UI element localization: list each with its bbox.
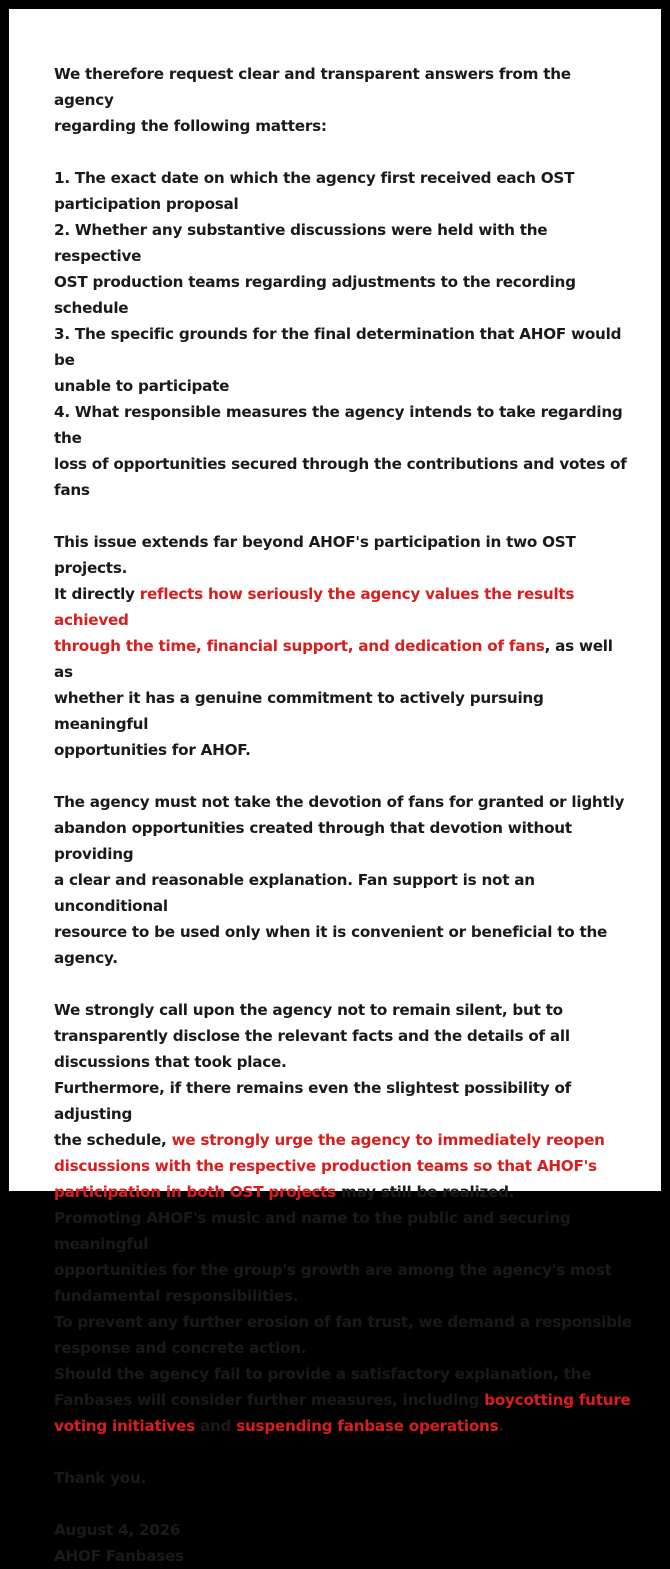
para2-line: abandon opportunities created through that devotion without providing	[54, 819, 572, 863]
list-line: participation proposal	[54, 195, 239, 213]
para1-line: This issue extends far beyond AHOF's participation in two OST projects.	[54, 533, 576, 577]
para3-line: Furthermore, if there remains even the slightest possibility of adjusting	[54, 1079, 572, 1123]
para3-line: fundamental responsibilities.	[54, 1287, 299, 1305]
list-line: unable to participate	[54, 377, 230, 395]
intro-line: We therefore request clear and transparent answers from the agency	[54, 65, 571, 109]
para3-line: the schedule, we strongly urge the agency to immediately reopen	[54, 1131, 605, 1149]
para2-line: resource to be used only when it is convenient or beneficial to the agency.	[54, 923, 608, 967]
para3-line: To prevent any further erosion of fan trust, we demand a responsible	[54, 1313, 632, 1331]
signature-date: August 4, 2026	[54, 1521, 181, 1539]
para2-line: The agency must not take the devotion of fans for granted or lightly	[54, 793, 625, 811]
para1-line: through the time, financial support, and dedication of fans, as well as	[54, 637, 613, 681]
para1-line: whether it has a genuine commitment to actively pursuing meaningful	[54, 689, 544, 733]
closing-text: Thank you.	[54, 1469, 147, 1487]
para3-line: Should the agency fail to provide a satisfactory explanation, the	[54, 1365, 592, 1383]
para1-line: It directly reflects how seriously the agency values the results achieved	[54, 585, 575, 629]
para3-line: discussions with the respective production teams so that AHOF's	[54, 1157, 597, 1175]
intro-line: regarding the following matters:	[54, 117, 327, 135]
highlight-text: through the time, financial support, and dedication of fans	[54, 637, 545, 655]
highlight-text: we strongly urge the agency to immediately reopen	[171, 1131, 605, 1149]
para3-line: participation in both OST projects may still be realized.	[54, 1183, 515, 1201]
para1-line: opportunities for AHOF.	[54, 741, 251, 759]
para3-line: We strongly call upon the agency not to remain silent, but to	[54, 1001, 563, 1019]
highlight-text: reflects how seriously the agency values the results achieved	[54, 585, 575, 629]
para3-line: opportunities for the group's growth are among the agency's most	[54, 1261, 612, 1279]
highlight-text: suspending fanbase operations	[236, 1417, 499, 1435]
para3-line: Promoting AHOF's music and name to the public and securing meaningful	[54, 1209, 571, 1253]
para3-line: voting initiatives and suspending fanbase operations.	[54, 1417, 504, 1435]
highlight-text: voting initiatives	[54, 1417, 195, 1435]
list-line: 1. The exact date on which the agency first received each OST	[54, 169, 575, 187]
signature-name: AHOF Fanbases	[54, 1547, 184, 1565]
document-body	[54, 61, 634, 1569]
para3-line: discussions that took place.	[54, 1053, 287, 1071]
document-page	[9, 9, 661, 1565]
para3-line: response and concrete action.	[54, 1339, 307, 1357]
list-line: 2. Whether any substantive discussions were held with the respective	[54, 221, 548, 265]
para2-line: a clear and reasonable explanation. Fan support is not an unconditional	[54, 871, 535, 915]
list-line: loss of opportunities secured through the contributions and votes of fans	[54, 455, 627, 499]
list-line: 3. The specific grounds for the final determination that AHOF would be	[54, 325, 622, 369]
para3-line: Fanbases will consider further measures, including boycotting future	[54, 1391, 631, 1409]
highlight-text: participation in both OST projects	[54, 1183, 336, 1201]
list-line: OST production teams regarding adjustments to the recording schedule	[54, 273, 576, 317]
para3-line: transparently disclose the relevant facts and the details of all	[54, 1027, 570, 1045]
list-line: 4. What responsible measures the agency intends to take regarding the	[54, 403, 623, 447]
highlight-text: boycotting future	[484, 1391, 631, 1409]
